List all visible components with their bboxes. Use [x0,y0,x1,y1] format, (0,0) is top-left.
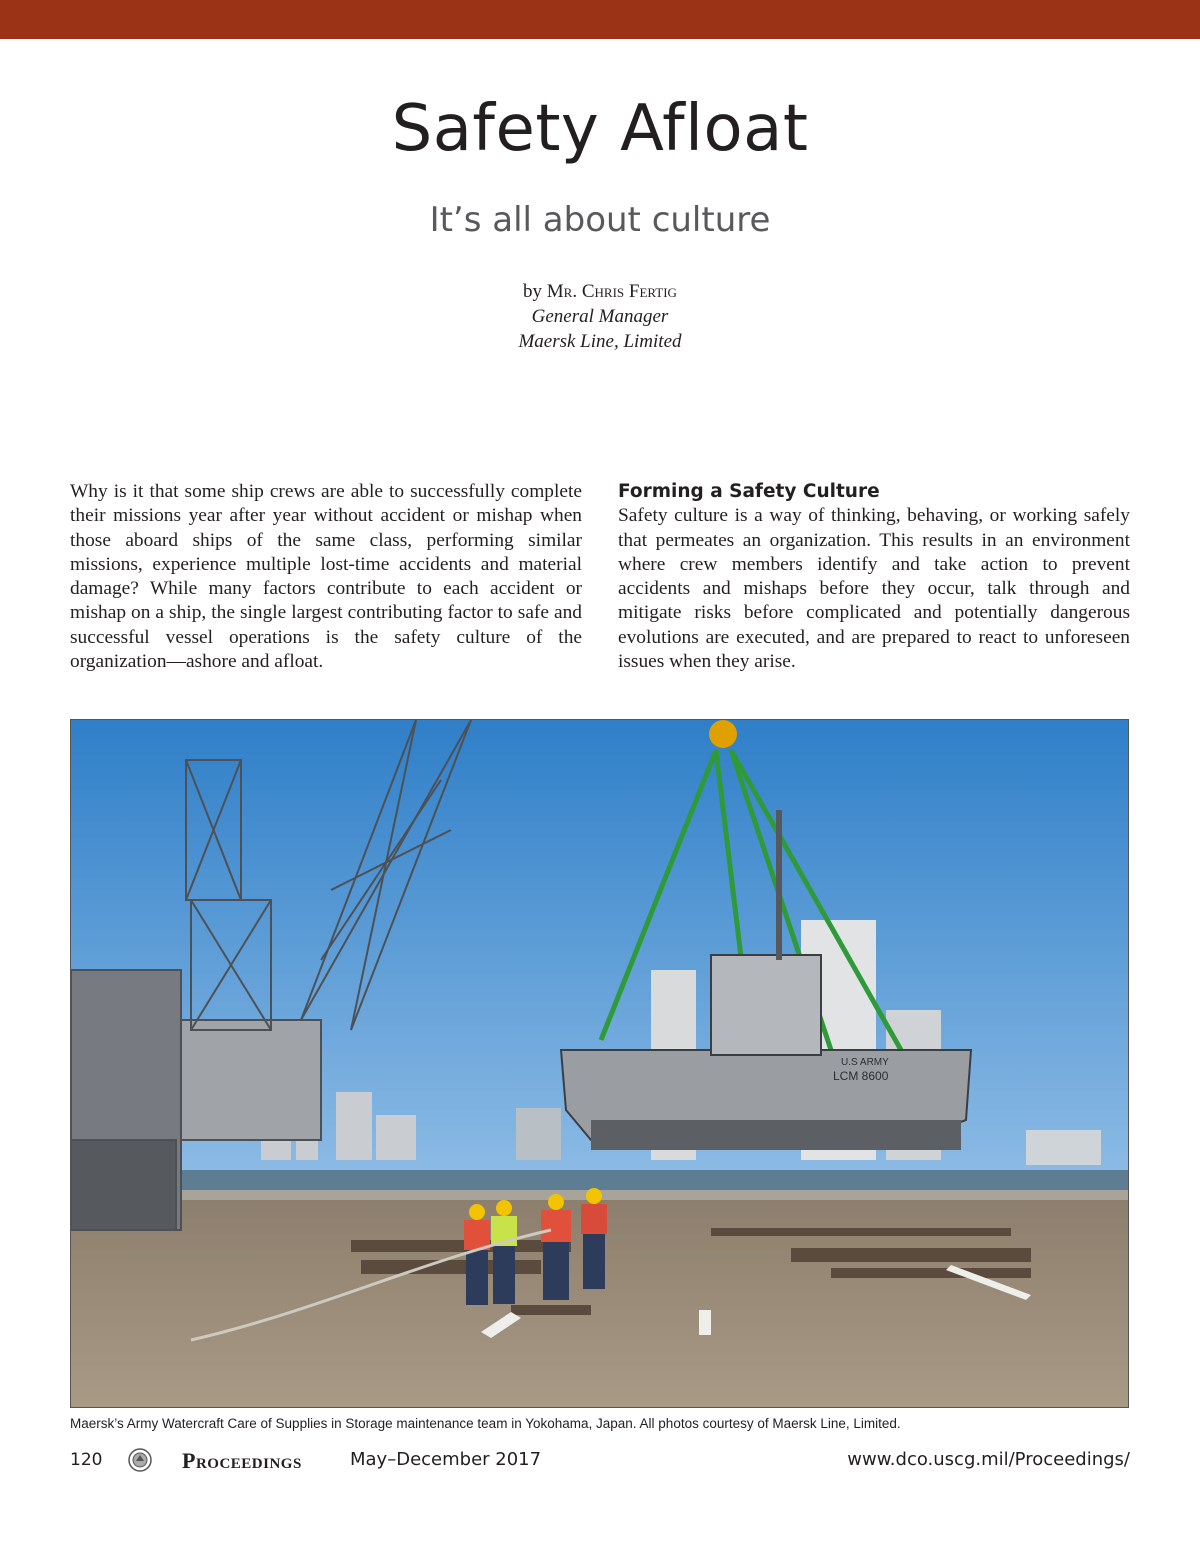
footer-url[interactable]: www.dco.uscg.mil/Proceedings/ [847,1449,1130,1470]
issue-date: May–December 2017 [350,1449,542,1470]
section-heading: Forming a Safety Culture [618,481,880,502]
hull-text-1: U.S ARMY [841,1057,889,1068]
hull-text-2: LCM 8600 [833,1069,889,1083]
author-organization: Maersk Line, Limited [518,331,682,352]
article-subtitle: It’s all about culture [429,200,771,240]
uscg-seal-icon [128,1448,152,1472]
intro-paragraph: Why is it that some ship crews are able to successfully complete their missions year after year without accident or mishap when those aboard ships of the same class, performing similar missions, experience multiple lost-time accidents and material damage? While many factors contribute to each accident or mishap on a ship, the single largest contributing factor to safe and successful vessel operations is the safety culture of the organization—ashore and afloat. [70,481,582,673]
author-title: General Manager [531,306,669,327]
byline [0,279,1200,354]
page-number: 120 [70,1450,103,1470]
publication-name: Proceedings [182,1448,302,1473]
top-accent-bar [0,0,1200,39]
article-title: Safety Afloat [391,92,809,166]
author-name: Mr. Chris Fertig [546,281,677,302]
section-forming-safety-culture [618,480,1130,674]
page-footer [70,1448,1130,1472]
section-paragraph: Safety culture is a way of thinking, behaving, or working safely that permeates an organization. This results in an environment where crew members identify and take action to prevent accidents and mishaps before they occur, talk through and mitigate risks before complicated and potentially dangerous evolutions are executed, and are prepared to react to unforeseen issues when they arise. [618,505,1130,673]
photo-caption: Maersk’s Army Watercraft Care of Supplies in Storage maintenance team in Yokohama, Japan. All photos courtesy of Maersk Line, Limited. [70,1416,901,1431]
byline-prefix: by [523,281,547,302]
article-photo [70,719,1129,1408]
